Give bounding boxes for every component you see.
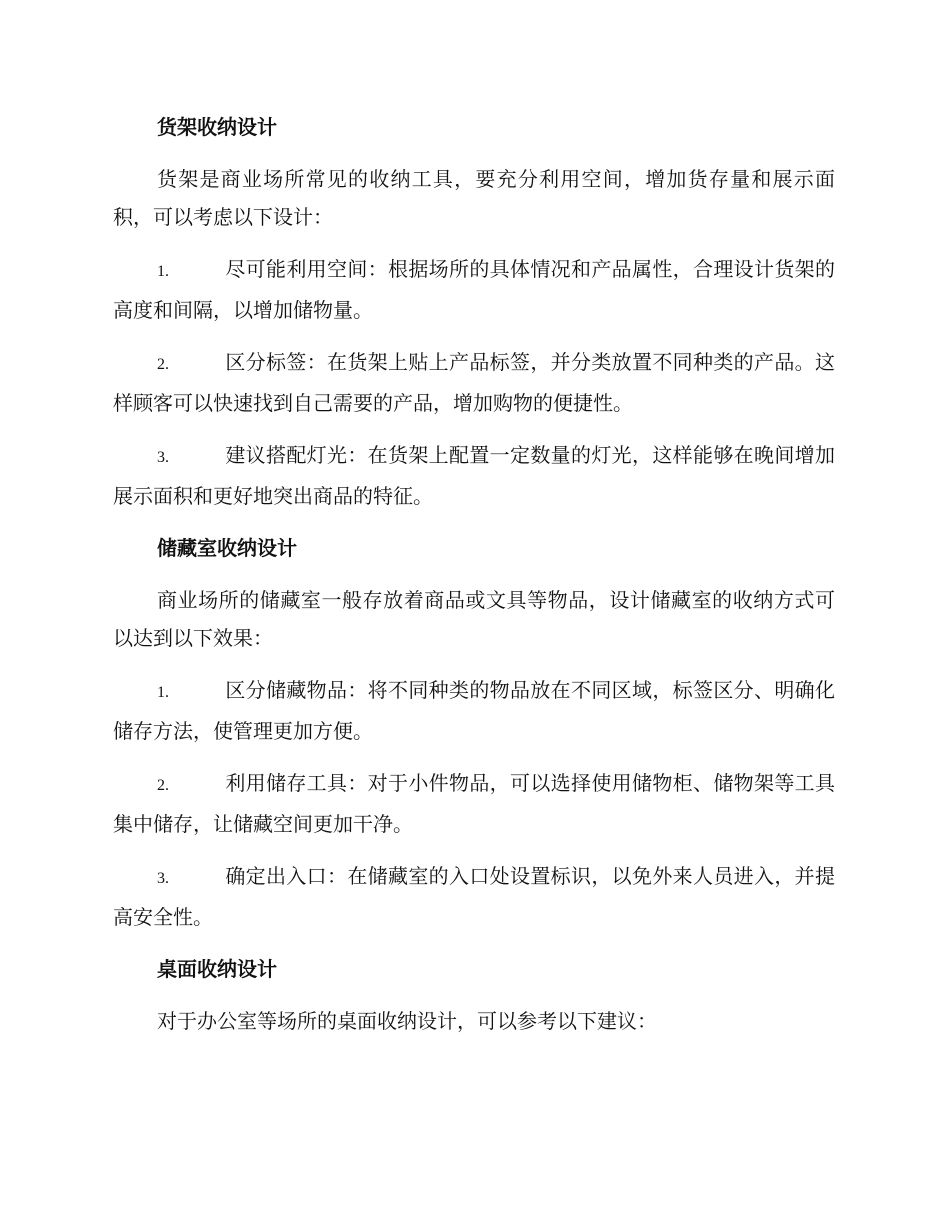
list-item <box>113 250 835 329</box>
list-text: 建议搭配灯光：在货架上配置一定数量的灯光，这样能够在晚间增加展示面积和更好地突出商品的特征。 <box>113 443 835 508</box>
list-number: 3. <box>157 449 169 466</box>
list-number: 1. <box>157 263 169 280</box>
list-text: 尽可能利用空间：根据场所的具体情况和产品属性，合理设计货架的高度和间隔，以增加储物量。 <box>113 257 835 322</box>
list-number: 1. <box>157 684 169 701</box>
list-text: 区分储藏物品：将不同种类的物品放在不同区域，标签区分、明确化储存方法，使管理更加方便。 <box>113 678 835 743</box>
list-text: 确定出入口：在储藏室的入口处设置标识，以免外来人员进入，并提高安全性。 <box>113 864 835 929</box>
section-intro-storage-room: 商业场所的储藏室一般存放着商品或文具等物品，设计储藏室的收纳方式可以达到以下效果： <box>113 588 835 650</box>
section-heading-desktop: 桌面收纳设计 <box>157 957 277 981</box>
list-text: 区分标签：在货架上贴上产品标签，并分类放置不同种类的产品。这样顾客可以快速找到自己需要的产品，增加购物的便捷性。 <box>113 350 835 415</box>
document-page <box>113 108 835 1054</box>
section-intro-shelf: 货架是商业场所常见的收纳工具，要充分利用空间，增加货存量和展示面积，可以考虑以下设计： <box>113 167 835 229</box>
list-number: 3. <box>157 870 169 887</box>
list-number: 2. <box>157 356 169 373</box>
section-intro-desktop: 对于办公室等场所的桌面收纳设计，可以参考以下建议： <box>157 1009 657 1033</box>
list-item <box>113 343 835 422</box>
list-item <box>113 671 835 750</box>
list-item <box>113 436 835 515</box>
list-item <box>113 764 835 843</box>
section-heading-shelf: 货架收纳设计 <box>157 115 277 139</box>
list-item <box>113 857 835 936</box>
list-text: 利用储存工具：对于小件物品，可以选择使用储物柜、储物架等工具集中储存，让储藏空间更加干净。 <box>113 771 835 836</box>
section-heading-storage-room: 储藏室收纳设计 <box>157 536 297 560</box>
list-number: 2. <box>157 777 169 794</box>
